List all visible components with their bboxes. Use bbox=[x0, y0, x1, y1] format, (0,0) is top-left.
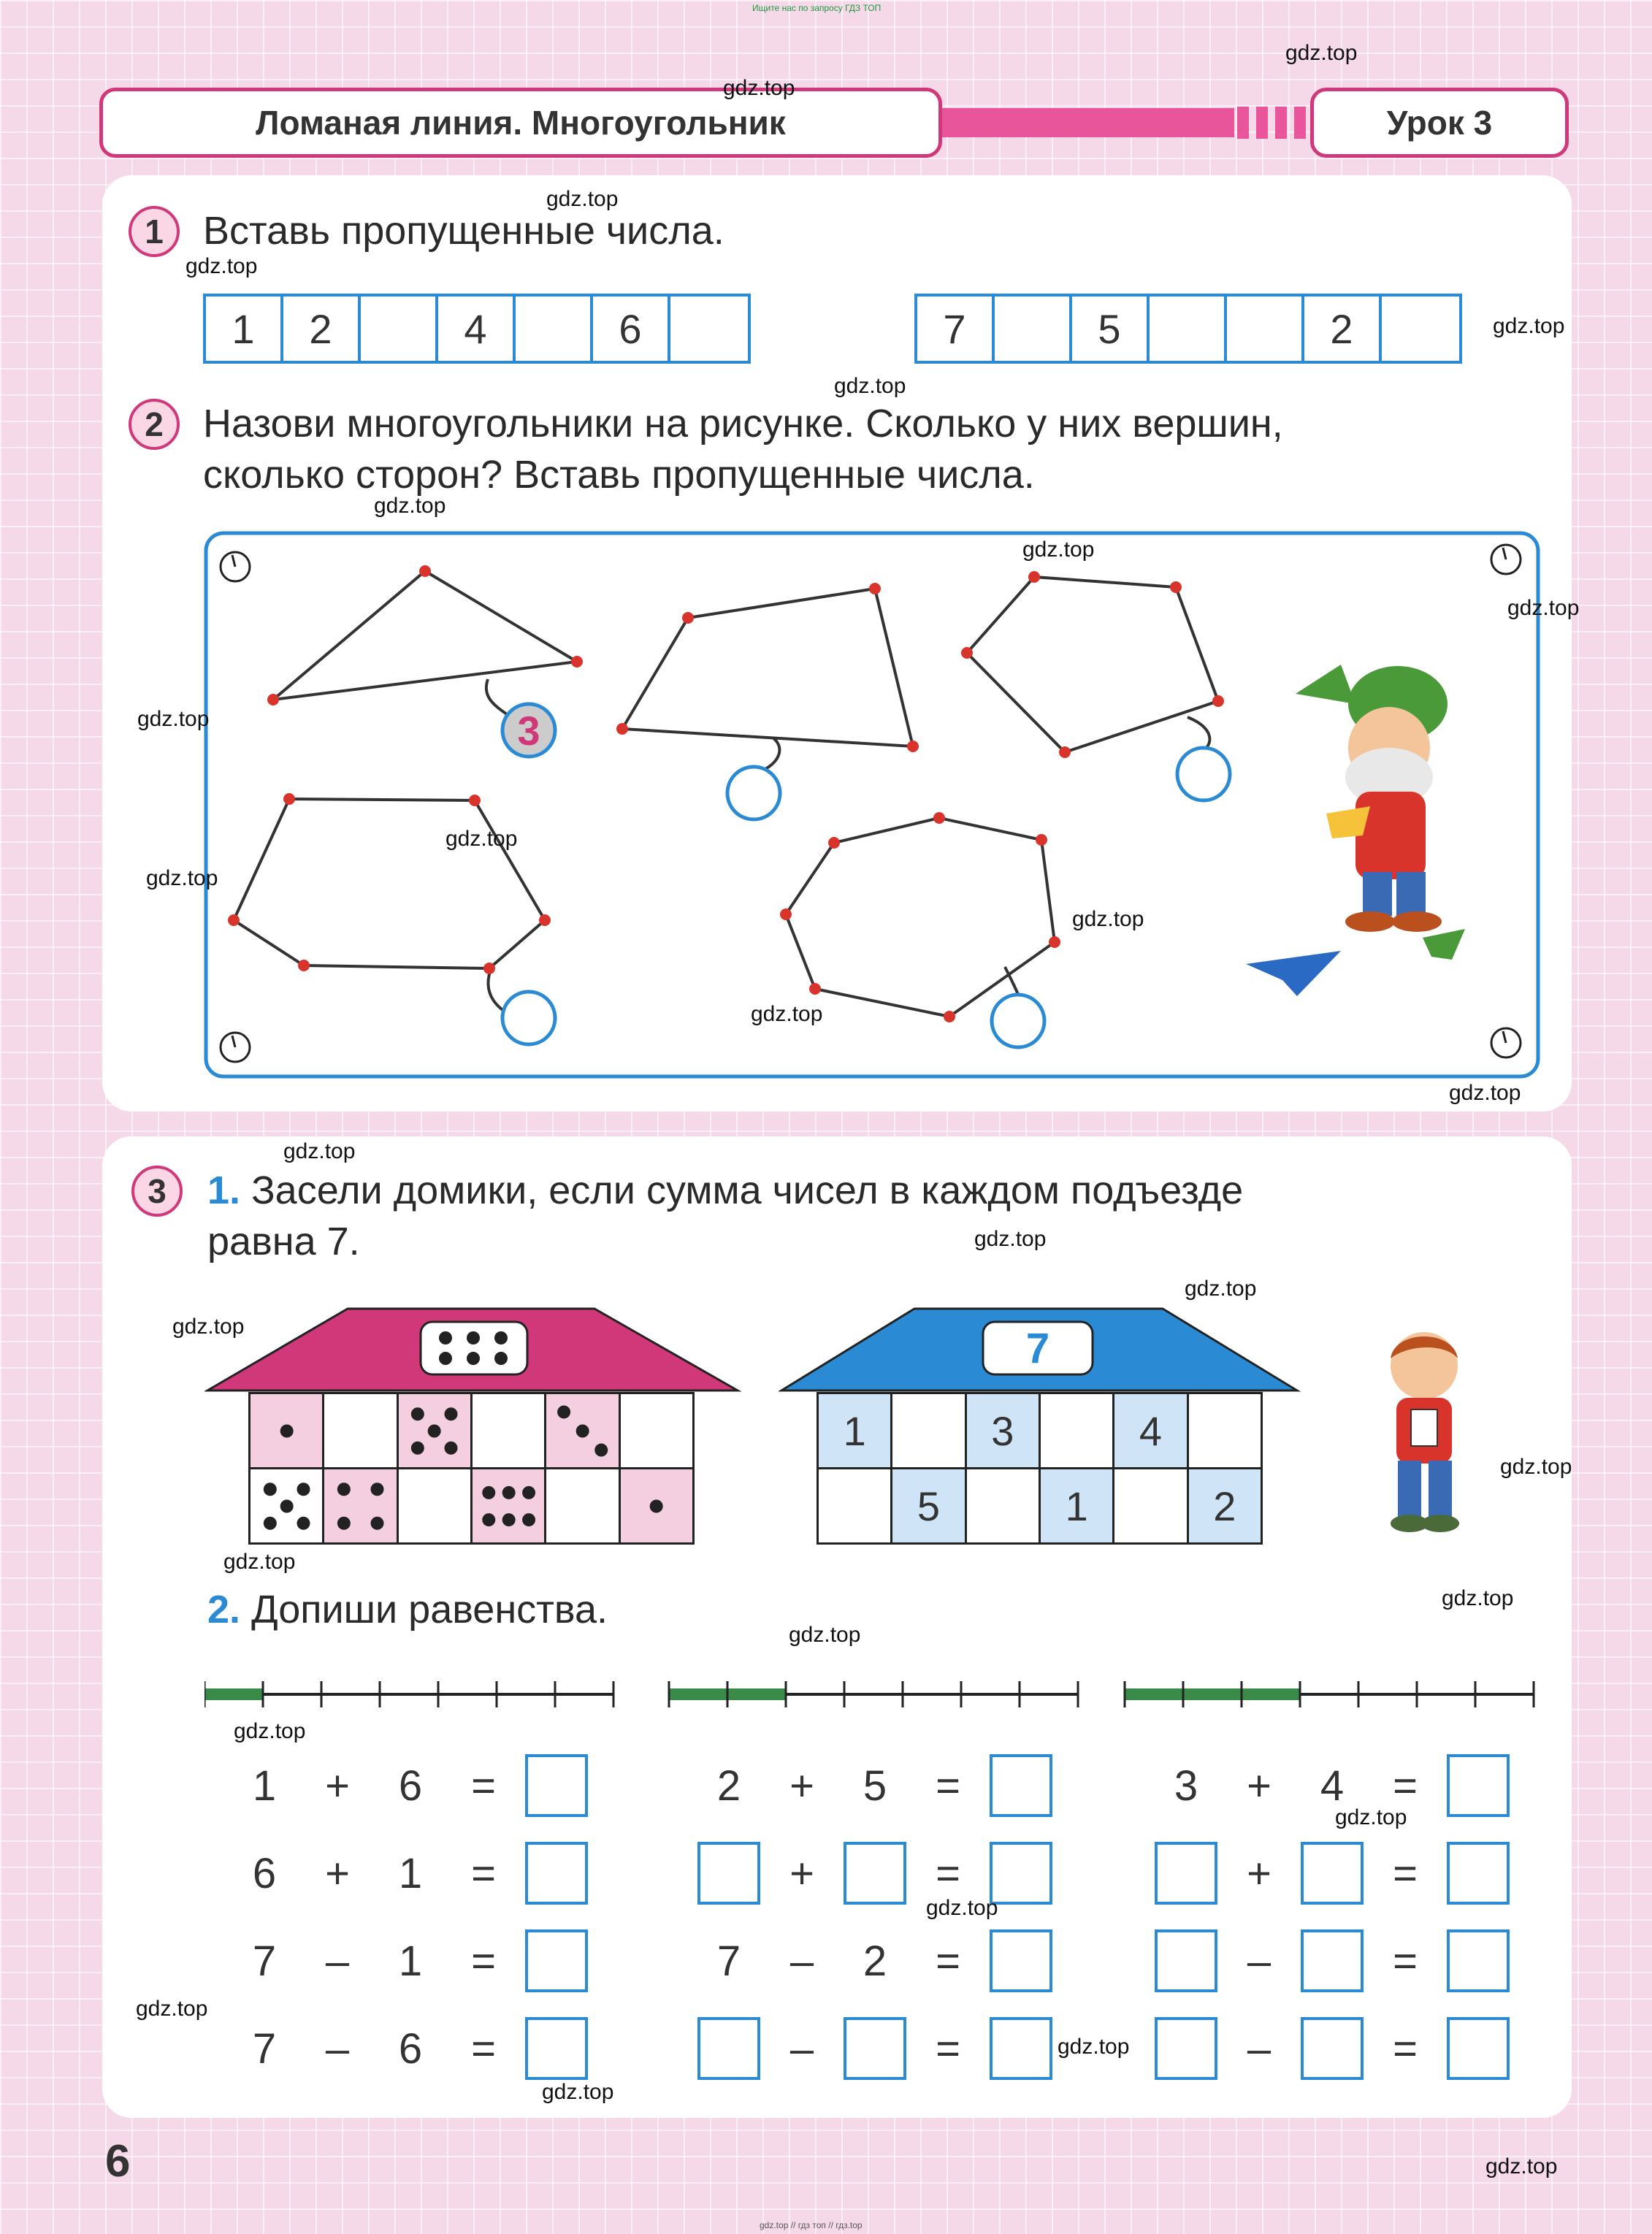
number-cell: 2 bbox=[283, 297, 361, 361]
equation-row bbox=[1150, 1753, 1515, 1818]
number-cell: 2 bbox=[1187, 1467, 1263, 1545]
result-box[interactable] bbox=[990, 1842, 1052, 1905]
task3-sub1-line2: равна 7. bbox=[207, 1220, 360, 1263]
roof-dot bbox=[439, 1331, 452, 1344]
equals-sign: = bbox=[936, 1849, 960, 1897]
number-cell: 5 bbox=[890, 1467, 966, 1545]
watermark: gdz.top bbox=[1058, 2035, 1130, 2059]
number-row-2 bbox=[914, 294, 1462, 364]
empty-cell[interactable] bbox=[470, 1392, 546, 1469]
empty-cell[interactable] bbox=[544, 1467, 620, 1545]
empty-cell[interactable] bbox=[1039, 1392, 1114, 1469]
dice-cell bbox=[619, 1467, 695, 1545]
answer-box[interactable] bbox=[697, 2017, 760, 2080]
pink-house bbox=[248, 1392, 692, 1542]
equals-sign: = bbox=[1393, 1937, 1418, 1985]
dot bbox=[650, 1499, 663, 1512]
watermark: gdz.top bbox=[234, 1719, 306, 1743]
equals-sign: = bbox=[471, 2024, 496, 2073]
answer-circle-heptagon bbox=[992, 995, 1044, 1047]
page-title: Ломаная линия. Многоугольник bbox=[99, 88, 942, 158]
watermark: gdz.top bbox=[926, 1896, 998, 1920]
lesson-label: Урок 3 bbox=[1310, 88, 1569, 158]
number-cell: 6 bbox=[593, 297, 670, 361]
operand: 7 bbox=[716, 1937, 741, 1985]
task3-sub1-line1: 1. Засели домики, если сумма чисел в каждом подъезде bbox=[207, 1168, 1244, 1212]
roof-dot bbox=[494, 1331, 508, 1344]
equals-sign: = bbox=[471, 1761, 496, 1810]
answer-box[interactable] bbox=[1155, 1842, 1217, 1905]
watermark: gdz.top bbox=[172, 1315, 245, 1339]
equation-row bbox=[228, 1928, 593, 1994]
empty-cell[interactable] bbox=[322, 1392, 398, 1469]
answer-circle-pentagon bbox=[1177, 748, 1230, 800]
dot bbox=[263, 1516, 276, 1529]
operator: + bbox=[325, 1761, 350, 1810]
operator: – bbox=[325, 2024, 350, 2073]
dice-cell bbox=[397, 1392, 473, 1469]
operand: 1 bbox=[398, 1849, 423, 1897]
empty-cell[interactable] bbox=[965, 1467, 1041, 1545]
blue-house bbox=[817, 1392, 1261, 1542]
result-box[interactable] bbox=[1447, 2017, 1510, 2080]
empty-cell[interactable] bbox=[1187, 1392, 1263, 1469]
dot bbox=[482, 1485, 495, 1499]
task1-text: Вставь пропущенные числа. bbox=[203, 209, 724, 253]
triangle-answer: 3 bbox=[517, 708, 540, 754]
watermark: gdz.top bbox=[374, 494, 446, 518]
watermark: gdz.top bbox=[445, 827, 518, 851]
header-ticks bbox=[1237, 107, 1310, 139]
answer-box[interactable] bbox=[844, 1842, 906, 1905]
operator: – bbox=[325, 1937, 350, 1985]
watermark: gdz.top bbox=[542, 2080, 614, 2104]
dot bbox=[370, 1516, 383, 1529]
operator: + bbox=[789, 1761, 814, 1810]
operand: 7 bbox=[252, 2024, 277, 2073]
operand: 2 bbox=[716, 1761, 741, 1810]
top-notice: Ищите нас по запросу ГДЗ ТОП bbox=[752, 3, 882, 13]
watermark: gdz.top bbox=[789, 1623, 861, 1647]
watermark: gdz.top bbox=[723, 76, 795, 100]
dot bbox=[263, 1483, 276, 1496]
equals-sign: = bbox=[471, 1849, 496, 1897]
equation-row bbox=[692, 1753, 1058, 1818]
dice-cell bbox=[322, 1467, 398, 1545]
dot bbox=[337, 1516, 351, 1529]
polygons-figure bbox=[202, 529, 1542, 1081]
result-box[interactable] bbox=[1447, 1929, 1510, 1992]
empty-cell[interactable] bbox=[817, 1467, 892, 1545]
watermark: gdz.top bbox=[974, 1227, 1047, 1251]
dot bbox=[411, 1407, 424, 1420]
result-box[interactable] bbox=[990, 1929, 1052, 1992]
roof-dot bbox=[467, 1352, 480, 1365]
answer-circle-quadrilateral bbox=[727, 767, 780, 819]
empty-cell[interactable] bbox=[1112, 1467, 1188, 1545]
equation-row bbox=[228, 1840, 593, 1906]
blue-house-roof bbox=[779, 1306, 1301, 1392]
empty-cell[interactable] bbox=[890, 1392, 966, 1469]
answer-cell[interactable] bbox=[670, 297, 748, 361]
number-cell: 4 bbox=[1112, 1392, 1188, 1469]
equation-row bbox=[692, 2016, 1058, 2081]
dot bbox=[502, 1485, 515, 1499]
equals-sign: = bbox=[471, 1937, 496, 1985]
watermark: gdz.top bbox=[1285, 41, 1358, 65]
roof-dot bbox=[467, 1331, 480, 1344]
equals-sign: = bbox=[936, 1937, 960, 1985]
task-number-1: 1 bbox=[129, 206, 180, 257]
dot bbox=[297, 1483, 310, 1496]
result-box[interactable] bbox=[1447, 1754, 1510, 1817]
number-cell: 5 bbox=[1072, 297, 1150, 361]
answer-cell[interactable] bbox=[1227, 297, 1304, 361]
operand: 3 bbox=[1174, 1761, 1198, 1810]
operator: – bbox=[789, 2024, 814, 2073]
task-number-3: 3 bbox=[131, 1166, 183, 1217]
number-line-segment bbox=[204, 1688, 263, 1700]
answer-cell[interactable] bbox=[361, 297, 438, 361]
result-box[interactable] bbox=[525, 2017, 588, 2080]
equation-row bbox=[1150, 2016, 1515, 2081]
watermark: gdz.top bbox=[137, 707, 210, 731]
dot bbox=[502, 1513, 515, 1526]
dot bbox=[428, 1424, 441, 1437]
watermark: gdz.top bbox=[751, 1002, 823, 1026]
dot bbox=[370, 1483, 383, 1496]
watermark: gdz.top bbox=[546, 187, 619, 211]
number-row-1 bbox=[203, 294, 751, 364]
watermark: gdz.top bbox=[1449, 1081, 1521, 1105]
watermark: gdz.top bbox=[1507, 596, 1580, 620]
dot bbox=[297, 1516, 310, 1529]
answer-cell[interactable] bbox=[1150, 297, 1227, 361]
number-cell: 1 bbox=[817, 1392, 892, 1469]
answer-box[interactable] bbox=[1301, 1929, 1364, 1992]
operator: + bbox=[1247, 1849, 1271, 1897]
boy-illustration bbox=[1358, 1322, 1490, 1541]
task2-line1: Назови многоугольники на рисунке. Сколько у них вершин, bbox=[203, 402, 1283, 445]
operand: 6 bbox=[252, 1849, 277, 1897]
number-cell: 1 bbox=[206, 297, 283, 361]
blue-roof-number: 7 bbox=[1025, 1325, 1050, 1372]
number-cell: 1 bbox=[1039, 1467, 1114, 1545]
equals-sign: = bbox=[1393, 1849, 1418, 1897]
operand: 6 bbox=[398, 1761, 423, 1810]
equation-row bbox=[228, 1753, 593, 1818]
dot bbox=[482, 1513, 495, 1526]
equation-row bbox=[692, 1928, 1058, 1994]
operator: – bbox=[789, 1937, 814, 1985]
result-box[interactable] bbox=[525, 1842, 588, 1905]
equation-row bbox=[1150, 1840, 1515, 1906]
dot bbox=[280, 1424, 293, 1437]
operand: 5 bbox=[863, 1761, 887, 1810]
number-cell: 3 bbox=[965, 1392, 1041, 1469]
answer-box[interactable] bbox=[844, 2017, 906, 2080]
watermark: gdz.top bbox=[1185, 1277, 1257, 1301]
dice-cell bbox=[544, 1392, 620, 1469]
number-cell: 7 bbox=[917, 297, 995, 361]
dot bbox=[575, 1424, 589, 1437]
answer-cell[interactable] bbox=[1382, 297, 1459, 361]
watermark: gdz.top bbox=[1022, 538, 1095, 562]
roof-dot bbox=[439, 1352, 452, 1365]
answer-box[interactable] bbox=[1155, 1929, 1217, 1992]
operator: – bbox=[1247, 1937, 1271, 1985]
dice-cell bbox=[248, 1467, 324, 1545]
watermark: gdz.top bbox=[136, 1997, 208, 2021]
dot bbox=[557, 1405, 570, 1418]
answer-box[interactable] bbox=[1301, 2017, 1364, 2080]
operand: 1 bbox=[252, 1761, 277, 1810]
header-stripe bbox=[942, 108, 1234, 137]
watermark: gdz.top bbox=[186, 254, 258, 278]
dot bbox=[522, 1485, 535, 1499]
result-box[interactable] bbox=[990, 2017, 1052, 2080]
number-cell: 4 bbox=[438, 297, 516, 361]
answer-box[interactable] bbox=[1301, 1842, 1364, 1905]
operator: + bbox=[789, 1849, 814, 1897]
answer-cell[interactable] bbox=[995, 297, 1072, 361]
roof-dot bbox=[494, 1352, 508, 1365]
dot bbox=[337, 1483, 351, 1496]
figure-frame bbox=[206, 533, 1538, 1076]
page-number: 6 bbox=[105, 2136, 131, 2187]
watermark: gdz.top bbox=[1335, 1805, 1407, 1829]
number-cell: 2 bbox=[1304, 297, 1382, 361]
dot bbox=[522, 1513, 535, 1526]
answer-circle-hexagon bbox=[502, 992, 555, 1044]
dot bbox=[280, 1499, 293, 1512]
operand: 7 bbox=[252, 1937, 277, 1985]
number-lines bbox=[204, 1672, 1548, 1716]
dot bbox=[411, 1441, 424, 1454]
dot bbox=[445, 1441, 458, 1454]
equation-row bbox=[1150, 1928, 1515, 1994]
equals-sign: = bbox=[1393, 1761, 1418, 1810]
dot bbox=[445, 1407, 458, 1420]
watermark: gdz.top bbox=[1485, 2154, 1558, 2178]
operand: 2 bbox=[863, 1937, 887, 1985]
answer-cell[interactable] bbox=[516, 297, 593, 361]
answer-box[interactable] bbox=[1155, 2017, 1217, 2080]
dice-cell bbox=[248, 1392, 324, 1469]
equals-sign: = bbox=[936, 2024, 960, 2073]
watermark: gdz.top bbox=[1500, 1455, 1572, 1479]
equals-sign: = bbox=[1393, 2024, 1418, 2073]
operator: + bbox=[325, 1849, 350, 1897]
result-box[interactable] bbox=[1447, 1842, 1510, 1905]
operator: + bbox=[1247, 1761, 1271, 1810]
task3-sub2: 2. Допиши равенства. bbox=[207, 1588, 608, 1631]
number-line-segment bbox=[1125, 1688, 1300, 1700]
watermark: gdz.top bbox=[1493, 314, 1565, 338]
watermark: gdz.top bbox=[834, 374, 906, 398]
operand: 4 bbox=[1320, 1761, 1345, 1810]
empty-cell[interactable] bbox=[619, 1392, 695, 1469]
result-box[interactable] bbox=[525, 1754, 588, 1817]
equals-sign: = bbox=[936, 1761, 960, 1810]
equation-row bbox=[228, 2016, 593, 2081]
operand: 6 bbox=[398, 2024, 423, 2073]
watermark: gdz.top bbox=[283, 1139, 356, 1163]
empty-cell[interactable] bbox=[397, 1467, 473, 1545]
watermark: gdz.top bbox=[146, 866, 218, 890]
operand: 1 bbox=[398, 1937, 423, 1985]
result-box[interactable] bbox=[525, 1929, 588, 1992]
dice-cell bbox=[470, 1467, 546, 1545]
watermark: gdz.top bbox=[1072, 907, 1144, 931]
bottom-notice: gdz.top // гдз топ // гдз.top bbox=[760, 2220, 863, 2230]
watermark: gdz.top bbox=[223, 1550, 296, 1574]
task2-line2: сколько сторон? Вставь пропущенные числа. bbox=[203, 453, 1035, 497]
task-number-2: 2 bbox=[129, 399, 180, 450]
equation-row bbox=[692, 1840, 1058, 1906]
pink-house-roof bbox=[204, 1306, 745, 1392]
operator: – bbox=[1247, 2024, 1271, 2073]
answer-box[interactable] bbox=[697, 1842, 760, 1905]
watermark: gdz.top bbox=[1442, 1586, 1514, 1610]
result-box[interactable] bbox=[990, 1754, 1052, 1817]
dot bbox=[594, 1443, 608, 1456]
